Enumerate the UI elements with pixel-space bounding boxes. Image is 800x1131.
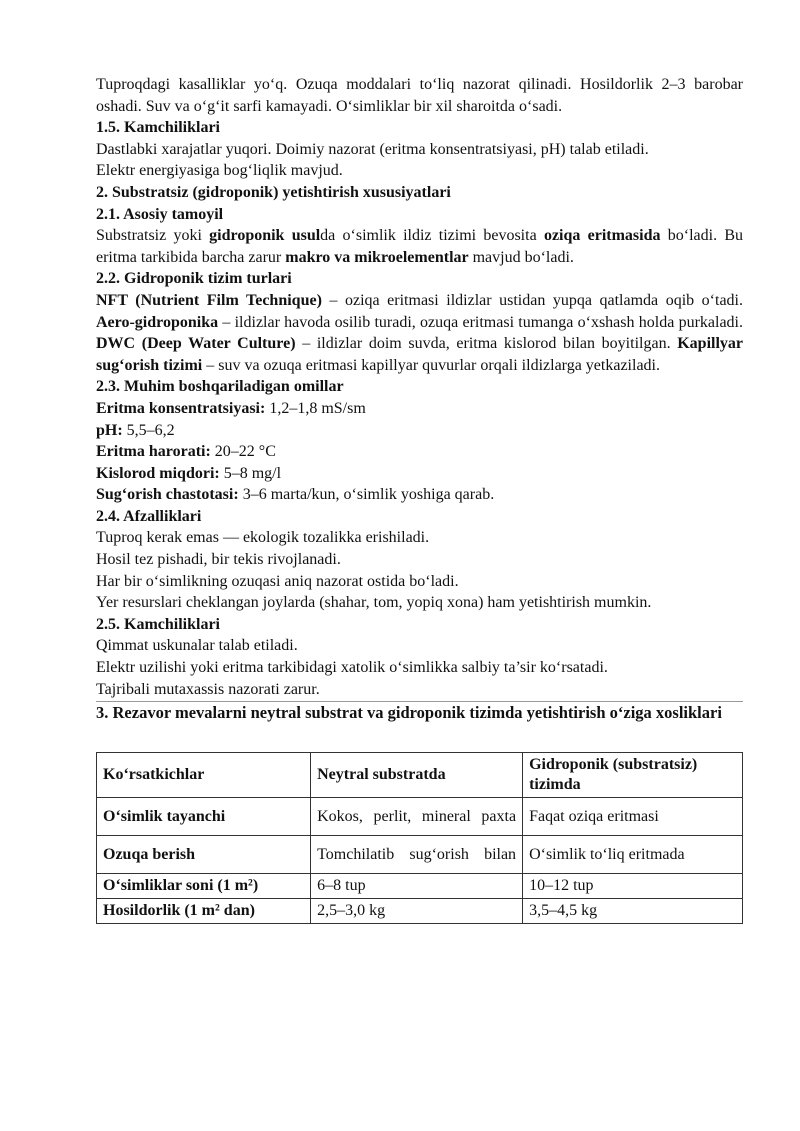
table-header-cell: Ko‘rsatkichlar — [97, 753, 311, 798]
factor-label: Kislorod miqdori: — [96, 464, 220, 482]
factor-value: 5,5–6,2 — [122, 421, 175, 439]
section-1-5-paragraph: Dastlabki xarajatlar yuqori. Doimiy nazorat (eritma konsentratsiyasi, pH) talab etiladi. — [96, 140, 649, 158]
table-row — [97, 798, 743, 836]
factor-label: Eritma harorati: — [96, 443, 211, 461]
factor-label: Sug‘orish chastotasi: — [96, 486, 239, 504]
table-cell: Tomchilatib sug‘orish bilan — [311, 836, 523, 874]
table-cell: Faqat oziqa eritmasi — [523, 798, 743, 836]
factor-value: 5–8 mg/l — [219, 464, 282, 482]
table-cell: Hosildorlik (1 m² dan) — [97, 899, 311, 924]
document-body — [96, 74, 743, 924]
text-run: – ildizlar doim suvda, eritma kislorod bilan boyitilgan. — [295, 335, 678, 353]
advantage-line: Tuproq kerak emas — ekologik tozalikka erishiladi. — [96, 529, 430, 547]
advantage-line: Yer resurslari cheklangan joylarda (shahar, tom, yopiq xona) ham yetishtirish mumkin. — [96, 594, 652, 612]
section-2-2-paragraph — [96, 290, 743, 376]
bold-term: NFT (Nutrient Film Technique) — [96, 291, 322, 309]
table-cell: 10–12 tup — [523, 874, 743, 899]
bold-term: makro va mikroelementlar — [285, 248, 469, 266]
comparison-table — [96, 752, 743, 924]
text-run: da o‘simlik ildiz tizimi bevosita — [320, 227, 544, 245]
section-2-1-heading: 2.1. Asosiy tamoyil — [96, 205, 224, 223]
advantage-line: Har bir o‘simlikning ozuqasi aniq nazorat ostida bo‘ladi. — [96, 572, 459, 590]
factor-item — [96, 420, 743, 442]
text-run: Substratsiz yoki — [96, 227, 210, 245]
section-2-2-heading: 2.2. Gidroponik tizim turlari — [96, 270, 292, 288]
table-cell: O‘simlik tayanchi — [97, 798, 311, 836]
disadvantage-line: Qimmat uskunalar talab etiladi. — [96, 637, 298, 655]
advantage-line: Hosil tez pishadi, bir tekis rivojlanadi. — [96, 551, 341, 569]
factor-item — [96, 441, 743, 463]
section-3-heading: 3. Rezavor mevalarni neytral substrat va gidroponik tizimda yetishtirish o‘ziga xosliklari — [96, 703, 722, 723]
text-run: mavjud bo‘ladi. — [468, 248, 574, 266]
factor-item — [96, 463, 743, 485]
factor-label: pH: — [96, 421, 123, 439]
text-run: – ildizlar havoda osilib turadi, ozuqa eritmasi tumanga o‘xshash holda purkaladi. — [218, 313, 743, 331]
bold-term: DWC (Deep Water Culture) — [96, 335, 296, 353]
bold-term: gidroponik usul — [209, 227, 321, 245]
table-cell: 6–8 tup — [311, 874, 523, 899]
section-2-4-heading: 2.4. Afzalliklari — [96, 507, 202, 525]
text-run: – suv va ozuqa eritmasi kapillyar quvurlar orqali ildizlarga yetkaziladi. — [202, 356, 660, 374]
disadvantage-line: Elektr uzilishi yoki eritma tarkibidagi xatolik o‘simlikka salbiy ta’sir ko‘rsatadi. — [96, 659, 608, 677]
section-2-1-paragraph — [96, 225, 743, 268]
factor-item — [96, 484, 743, 506]
table-cell: 3,5–4,5 kg — [523, 899, 743, 924]
table-cell: 2,5–3,0 kg — [311, 899, 523, 924]
factor-value: 3–6 marta/kun, o‘simlik yoshiga qarab. — [238, 486, 495, 504]
section-2-5-heading: 2.5. Kamchiliklari — [96, 615, 220, 633]
table-cell: Ozuqa berish — [97, 836, 311, 874]
disadvantage-line: Tajribali mutaxassis nazorati zarur. — [96, 680, 320, 698]
bold-term: Kapillyar sug‘orish tizimi — [96, 335, 744, 374]
section-2-3-heading: 2.3. Muhim boshqariladigan omillar — [96, 378, 344, 396]
text-run: – oziqa eritmasi ildizlar ustidan yupqa qatlamda oqib o‘tadi. — [321, 291, 743, 309]
intro-paragraph: Tuproqdagi kasalliklar yo‘q. Ozuqa moddalari to‘liq nazorat qilinadi. Hosildorlik 2–3 barobar oshadi. Suv va o‘g‘it sarfi kamayadi. O‘simliklar bir xil sharoitda o‘sadi. — [96, 76, 743, 115]
table-row — [97, 899, 743, 924]
table-cell: O‘simliklar soni (1 m²) — [97, 874, 311, 899]
bold-term: oziqa eritmasida — [543, 227, 661, 245]
bold-term: Aero-gidroponika — [96, 313, 219, 331]
factor-value: 1,2–1,8 mS/sm — [265, 399, 366, 417]
table-row — [97, 874, 743, 899]
section-2-heading: 2. Substratsiz (gidroponik) yetishtirish xususiyatlari — [96, 183, 451, 201]
factor-value: 20–22 °C — [210, 443, 276, 461]
table-row — [97, 836, 743, 874]
table-cell: O‘simlik to‘liq eritmada — [523, 836, 743, 874]
factor-label: Eritma konsentratsiyasi: — [96, 399, 266, 417]
table-header-cell: Gidroponik (substratsiz) tizimda — [523, 753, 743, 798]
section-1-5-heading: 1.5. Kamchiliklari — [96, 119, 220, 137]
factor-item — [96, 398, 743, 420]
text-run: bo‘ladi. Bu eritma tarkibida barcha zarur — [96, 227, 743, 266]
section-1-5-paragraph: Elektr energiyasiga bog‘liqlik mavjud. — [96, 162, 343, 180]
table-header-cell: Neytral substratda — [311, 753, 523, 798]
table-cell: Kokos, perlit, mineral paxta — [311, 798, 523, 836]
table-header-row — [97, 753, 743, 798]
